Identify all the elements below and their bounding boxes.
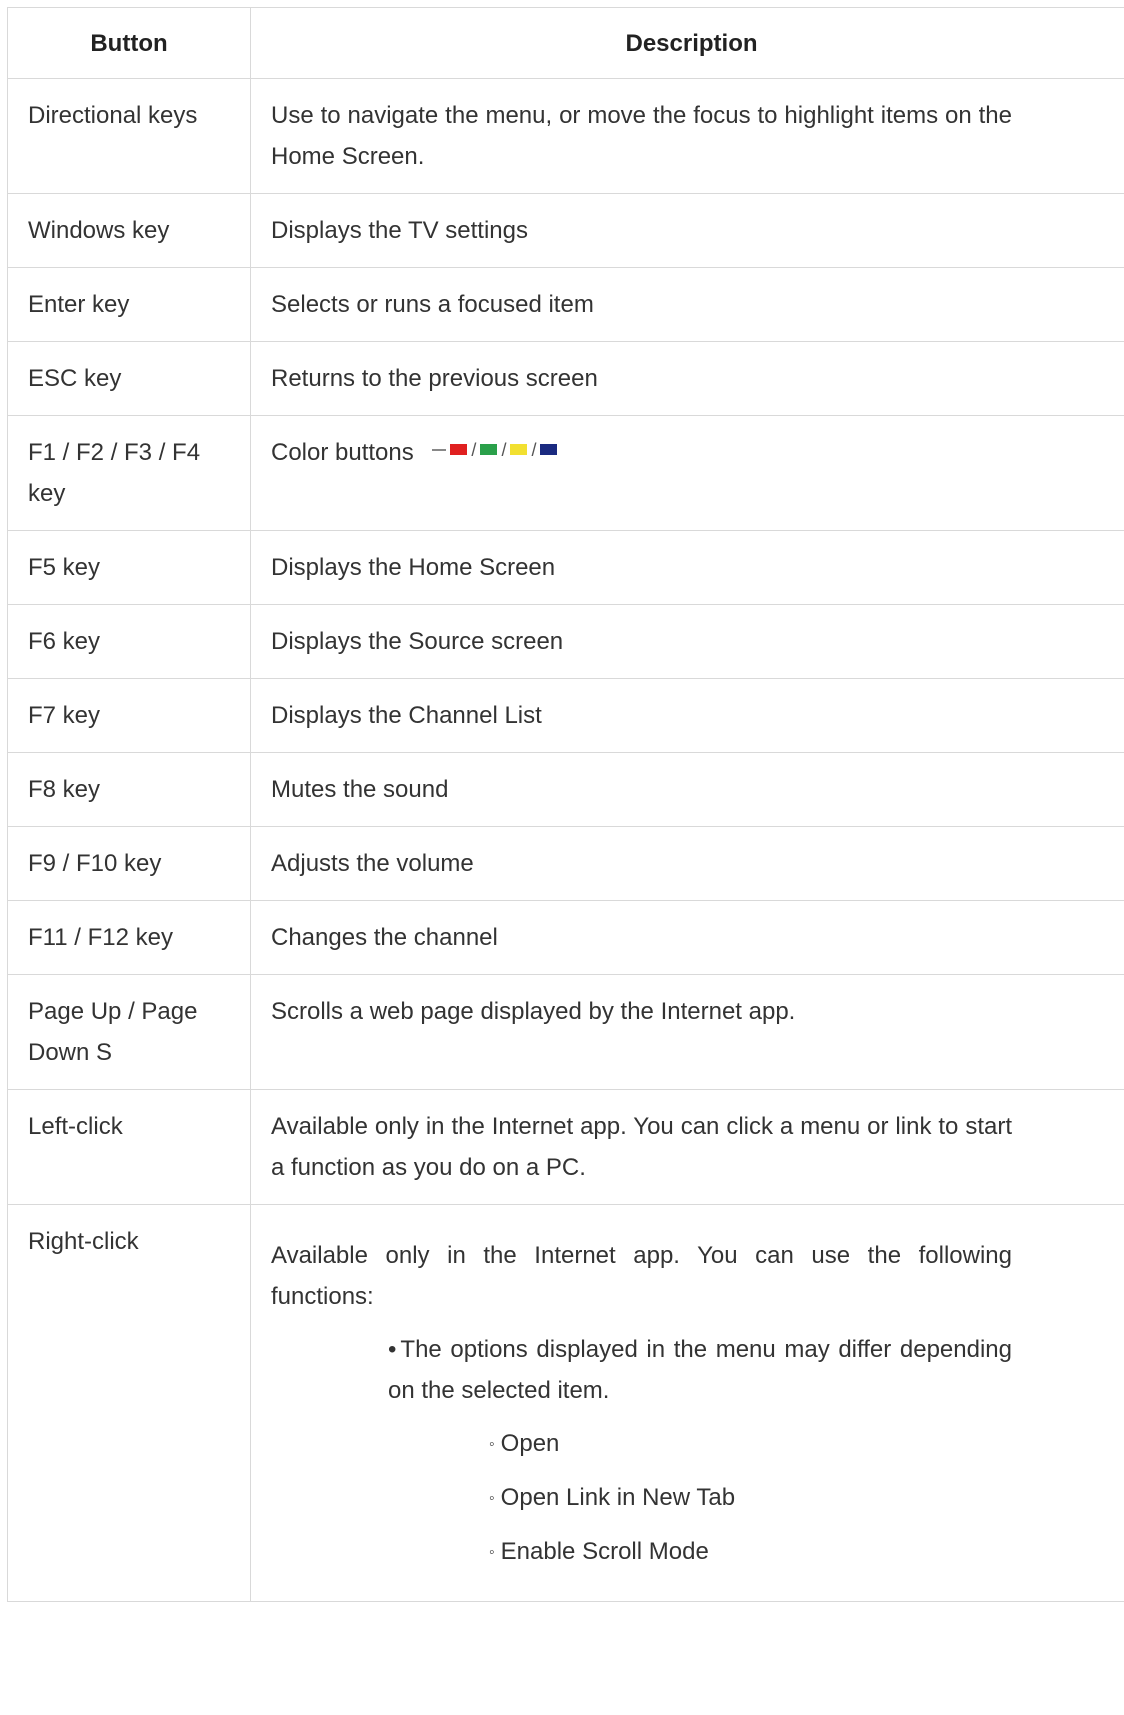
description-cell [251, 1205, 1124, 1602]
button-cell: F6 key [8, 605, 251, 679]
option-label: Open Link in New Tab [500, 1484, 736, 1511]
right-click-options-list [489, 1423, 1012, 1575]
button-cell: Windows key [8, 194, 251, 268]
list-item [489, 1531, 1012, 1575]
table-row [8, 79, 1124, 194]
table-row [8, 605, 1124, 679]
button-cell: F11 / F12 key [8, 901, 251, 975]
description-cell: Displays the Home Screen [251, 531, 1124, 605]
description-cell: Returns to the previous screen [251, 342, 1124, 416]
bullet-text: The options displayed in the menu may differ depending on the selected item. [388, 1336, 1012, 1404]
description-cell: Displays the Channel List [251, 679, 1124, 753]
description-cell: Mutes the sound [251, 753, 1124, 827]
description-cell: Scrolls a web page displayed by the Internet app. [251, 975, 1124, 1090]
color-buttons-label: Color buttons [271, 439, 414, 466]
table-row [8, 1090, 1124, 1205]
yellow-button-icon [510, 444, 527, 455]
description-cell [251, 416, 1124, 531]
list-item [489, 1423, 1012, 1467]
header-description: Description [251, 8, 1124, 79]
green-button-icon [480, 444, 497, 455]
description-cell: Available only in the Internet app. You can click a menu or link to start a function as you do on a PC. [251, 1090, 1124, 1205]
option-label: Open [500, 1430, 560, 1457]
button-cell: F7 key [8, 679, 251, 753]
button-cell: Page Up / Page Down S [8, 975, 251, 1090]
button-cell: F5 key [8, 531, 251, 605]
description-cell: Changes the channel [251, 901, 1124, 975]
bullet-icon: • [388, 1336, 397, 1363]
button-cell: F1 / F2 / F3 / F4 key [8, 416, 251, 531]
list-item [489, 1477, 1012, 1521]
button-cell: ESC key [8, 342, 251, 416]
table-row [8, 194, 1124, 268]
circle-bullet-icon: ◦ [489, 1490, 495, 1507]
description-cell: Displays the Source screen [251, 605, 1124, 679]
table-row [8, 975, 1124, 1090]
button-cell: F8 key [8, 753, 251, 827]
slash-separator: / [531, 440, 537, 460]
table-row [8, 753, 1124, 827]
description-cell: Adjusts the volume [251, 827, 1124, 901]
description-cell: Selects or runs a focused item [251, 268, 1124, 342]
keyboard-controls-table [7, 7, 1124, 1602]
table-row [8, 416, 1124, 531]
red-button-icon [450, 444, 467, 455]
circle-bullet-icon: ◦ [489, 1436, 495, 1453]
table-row [8, 1205, 1124, 1602]
right-click-bullet [388, 1329, 1012, 1411]
table-header-row [8, 8, 1124, 79]
button-cell: Right-click [8, 1205, 251, 1602]
button-cell: F9 / F10 key [8, 827, 251, 901]
table-row [8, 342, 1124, 416]
table-row [8, 901, 1124, 975]
table-row [8, 268, 1124, 342]
table-row [8, 531, 1124, 605]
description-cell: Displays the TV settings [251, 194, 1124, 268]
slash-separator: / [501, 440, 507, 460]
dash-icon [432, 449, 446, 451]
description-cell: Use to navigate the menu, or move the focus to highlight items on the Home Screen. [251, 79, 1124, 194]
circle-bullet-icon: ◦ [489, 1544, 495, 1561]
button-cell: Left-click [8, 1090, 251, 1205]
right-click-intro: Available only in the Internet app. You can use the following functions: [271, 1242, 1012, 1310]
button-cell: Directional keys [8, 79, 251, 194]
button-cell: Enter key [8, 268, 251, 342]
option-label: Enable Scroll Mode [500, 1538, 709, 1565]
blue-button-icon [540, 444, 557, 455]
table-row [8, 679, 1124, 753]
header-button: Button [8, 8, 251, 79]
slash-separator: / [471, 440, 477, 460]
table-row [8, 827, 1124, 901]
